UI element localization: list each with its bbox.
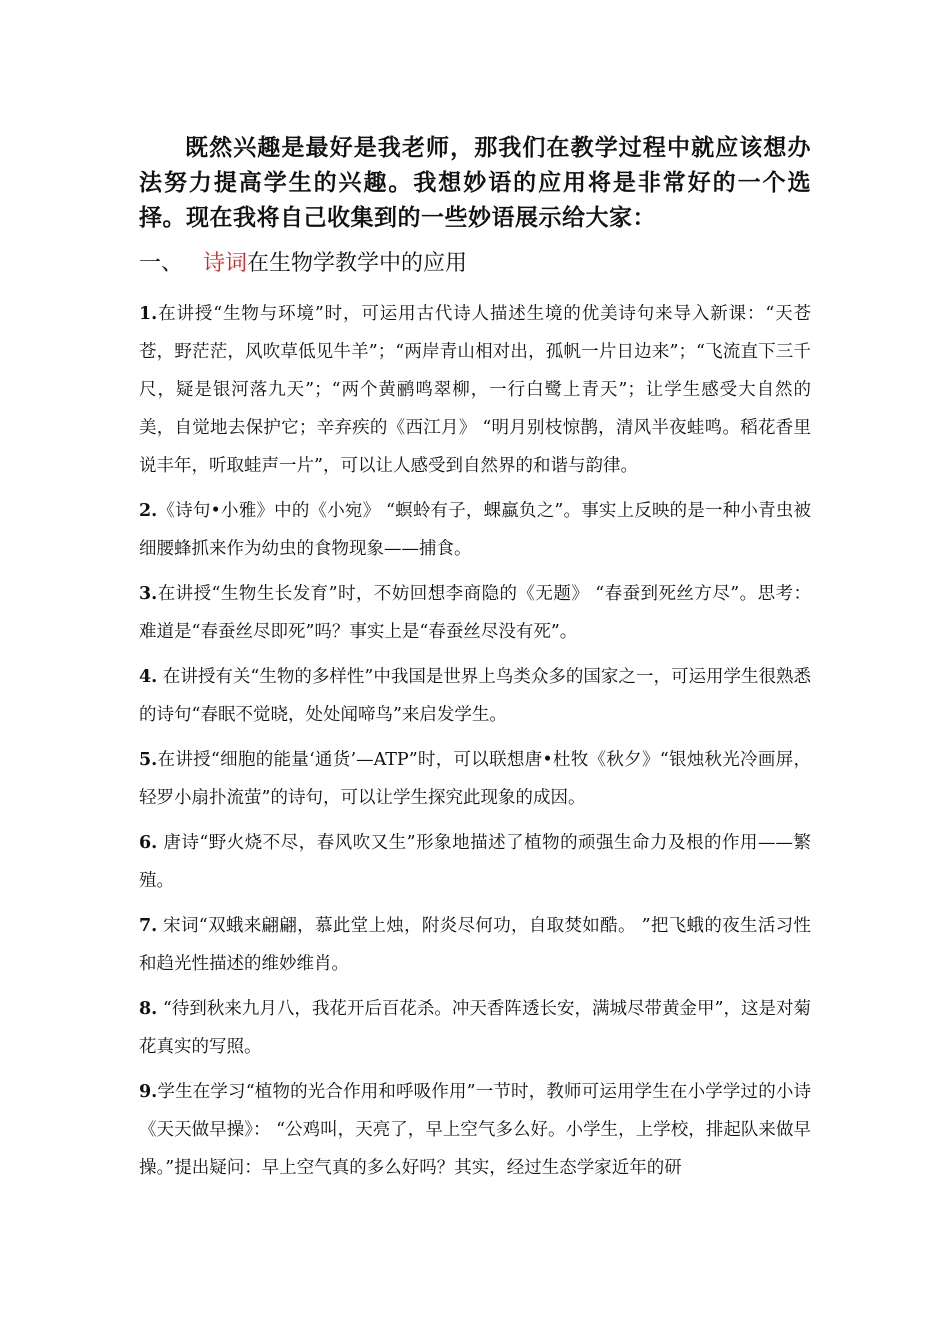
item-number: 2.	[139, 501, 158, 521]
item-number: 9.	[139, 1082, 158, 1102]
item-number: 4.	[139, 667, 158, 687]
list-item-9	[139, 1073, 811, 1187]
list-item-1	[139, 295, 811, 485]
list-item-7	[139, 907, 811, 983]
item-number: 1.	[139, 304, 158, 324]
item-text: 在讲授有关“生物的多样性”中我国是世界上鸟类众多的国家之一，可运用学生很熟悉的诗句“春眠不觉晓，处处闻啼鸟”来启发学生。	[139, 667, 811, 725]
item-list	[139, 295, 811, 1187]
list-item-2	[139, 492, 811, 568]
list-item-3	[139, 575, 811, 651]
item-text: 《诗句•小雅》中的《小宛》 “螟蛉有子，蜾蠃负之”。事实上反映的是一种小青虫被细腰蜂抓来作为幼虫的食物现象——捕食。	[139, 501, 811, 559]
intro-paragraph: 既然兴趣是最好是我老师，那我们在教学过程中就应该想办法努力提高学生的兴趣。我想妙语的应用将是非常好的一个选择。现在我将自己收集到的一些妙语展示给大家：	[139, 134, 811, 231]
item-text: 在讲授“生物生长发育”时，不妨回想李商隐的《无题》 “春蚕到死丝方尽”。思考：难道是“春蚕丝尽即死”吗？事实上是“春蚕丝尽没有死”。	[139, 584, 811, 642]
item-number: 7.	[139, 916, 158, 936]
item-text: 宋词“双蛾来翩翩，慕此堂上烛，附炎尽何功，自取焚如酷。 ”把飞蛾的夜生活习性和趋光性描述的维妙维肖。	[139, 916, 811, 974]
item-number: 3.	[139, 584, 158, 604]
item-text: 唐诗“野火烧不尽，春风吹又生”形象地描述了植物的顽强生命力及根的作用——繁殖。	[139, 833, 811, 891]
document-page	[139, 130, 811, 1194]
item-text: “待到秋来九月八，我花开后百花杀。冲天香阵透长安，满城尽带黄金甲”，这是对菊花真实的写照。	[139, 999, 811, 1057]
section-number: 一、	[139, 251, 184, 276]
list-item-4	[139, 658, 811, 734]
list-item-5	[139, 741, 811, 817]
list-item-8	[139, 990, 811, 1066]
item-number: 5.	[139, 750, 158, 770]
item-number: 8.	[139, 999, 158, 1019]
item-text: 在讲授“细胞的能量‘通货’—ATP”时，可以联想唐•杜牧《秋夕》“银烛秋光冷画屏，轻罗小扇扑流萤”的诗句，可以让学生探究此现象的成因。	[139, 750, 811, 808]
section-heading	[139, 247, 811, 281]
section-highlight: 诗词	[203, 251, 248, 276]
item-number: 6.	[139, 833, 158, 853]
list-item-6	[139, 824, 811, 900]
item-text: 在讲授“生物与环境”时，可运用古代诗人描述生境的优美诗句来导入新课：“天苍苍，野茫茫，风吹草低见牛羊”；“两岸青山相对出，孤帆一片日边来”；“飞流直下三千尺，疑是银河落九天”；“两个黄鹂鸣翠柳，一行白鹭上青天”；让学生感受大自然的美，自觉地去保护它；辛弃疾的《西江月》 “明月别枝惊鹊，清风半夜蛙鸣。稻花香里说丰年，听取蛙声一片”，可以让人感受到自然界的和谐与韵律。	[139, 304, 811, 476]
item-text: 学生在学习“植物的光合作用和呼吸作用”一节时，教师可运用学生在小学学过的小诗《天天做早操》： “公鸡叫，天亮了，早上空气多么好。小学生，上学校，排起队来做早操。”提出疑问：早上空气真的多么好吗？其实，经过生态学家近年的研	[139, 1082, 811, 1178]
section-title: 在生物学教学中的应用	[247, 251, 468, 276]
